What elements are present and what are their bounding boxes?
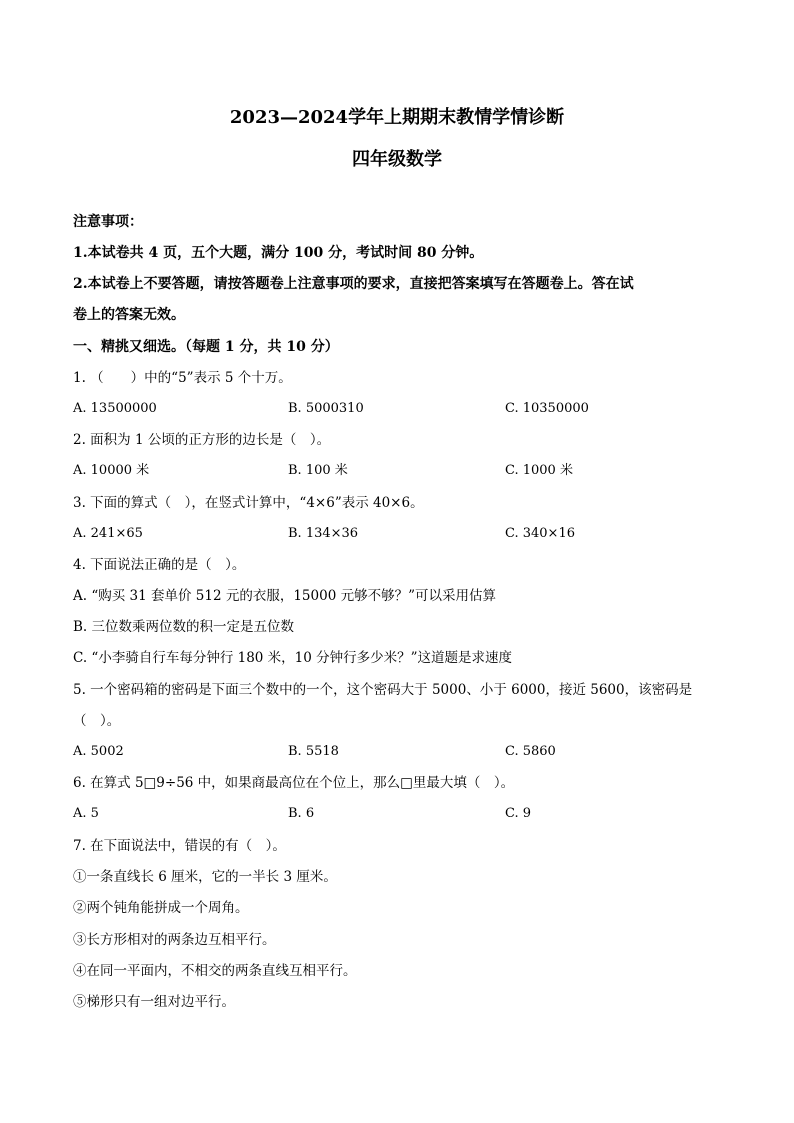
q7-statement-1: ①一条直线长 6 厘米，它的一半长 3 厘米。 [73, 869, 337, 885]
q4-option-c: C. “小李骑自行车每分钟行 180 米，10 分钟行多少米？”这道题是求速度 [73, 650, 513, 666]
q1-option-b: B. 5000310 [288, 401, 364, 416]
q2-option-b: B. 100 米 [288, 463, 348, 478]
q5-option-a: A. 5002 [73, 744, 124, 759]
q1-option-c: C. 10350000 [505, 401, 589, 416]
q7-statement-2: ②两个钝角能拼成一个周角。 [73, 900, 249, 916]
exam-subtitle: 四年级数学 [352, 149, 442, 170]
q6-option-b: B. 6 [288, 806, 315, 821]
exam-title: 2023—2024学年上期期末教情学情诊断 [229, 107, 565, 128]
q7-statement-3: ③长方形相对的两条边互相平行。 [73, 932, 276, 948]
q3-option-a: A. 241×65 [73, 526, 143, 541]
q4-stem: 4. 下面说法正确的是（ ）。 [73, 557, 246, 573]
q4-option-a: A. “购买 31 套单价 512 元的衣服，15000 元够不够？”可以采用估算 [73, 588, 496, 604]
q3-option-b: B. 134×36 [288, 526, 359, 541]
q5-stem-line-2: （ ）。 [73, 713, 121, 729]
q3-option-c: C. 340×16 [505, 526, 575, 541]
q7-statement-4: ④在同一平面内，不相交的两条直线互相平行。 [73, 963, 357, 979]
note-1: 1.本试卷共 4 页，五个大题，满分 100 分，考试时间 80 分钟。 [73, 245, 484, 261]
note-2-line-1: 2.本试卷上不要答题，请按答题卷上注意事项的要求，直接把答案填写在答题卷上。答在试 [73, 276, 634, 292]
q5-option-b: B. 5518 [288, 744, 339, 759]
q1-option-a: A. 13500000 [73, 401, 157, 416]
q7-statement-5: ⑤梯形只有一组对边平行。 [73, 994, 235, 1010]
q2-stem: 2. 面积为 1 公顷的正方形的边长是（ ）。 [73, 432, 331, 448]
section-1-heading: 一、精挑又细选。（每题 1 分，共 10 分） [73, 339, 339, 355]
q2-option-a: A. 10000 米 [73, 463, 150, 478]
q6-option-c: C. 9 [505, 806, 532, 821]
q7-stem: 7. 在下面说法中，错误的有（ ）。 [73, 838, 286, 854]
q5-stem-line-1: 5. 一个密码箱的密码是下面三个数中的一个，这个密码大于 5000、小于 6000，接近 5600，该密码是 [73, 682, 693, 698]
q5-option-c: C. 5860 [505, 744, 556, 759]
q4-option-b: B. 三位数乘两位数的积一定是五位数 [73, 619, 295, 635]
q6-stem: 6. 在算式 5□9÷56 中，如果商最高位在个位上，那么□里最大填（ ）。 [73, 775, 515, 791]
q2-option-c: C. 1000 米 [505, 463, 573, 478]
q6-option-a: A. 5 [73, 806, 99, 821]
notes-heading: 注意事项： [73, 214, 143, 230]
q1-stem: 1. （ ）中的“5”表示 5 个十万。 [73, 370, 292, 386]
note-2-line-2: 卷上的答案无效。 [73, 307, 185, 323]
q3-stem: 3. 下面的算式（ ），在竖式计算中，“4×6”表示 40×6。 [73, 495, 424, 511]
